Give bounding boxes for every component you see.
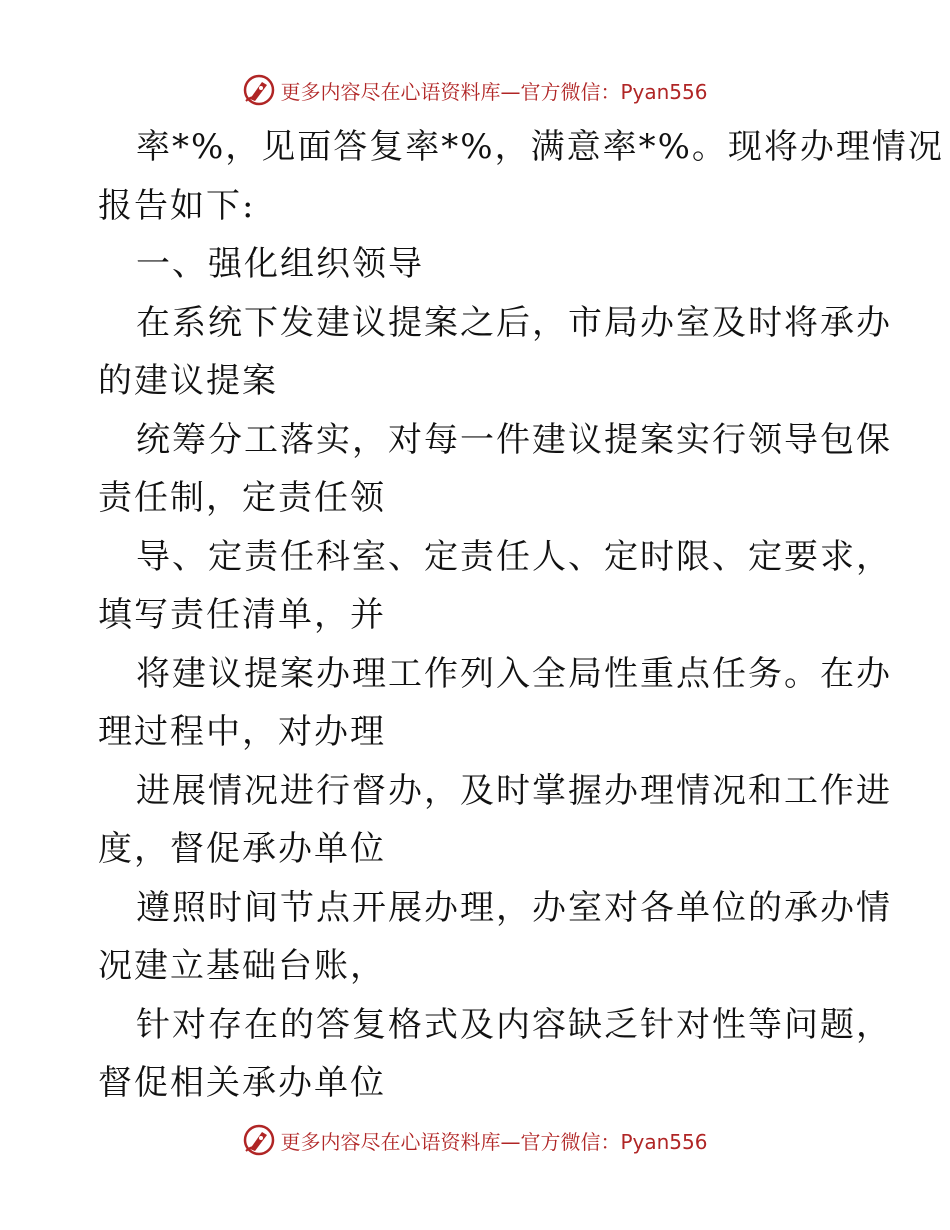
body-line: 导、定责任科室、定责任人、定时限、定要求，: [136, 536, 892, 577]
body-line: 进展情况进行督办，及时掌握办理情况和工作进: [136, 770, 892, 811]
body-line: 理过程中，对办理: [98, 712, 386, 752]
footer-banner: [0, 1120, 950, 1160]
body-line: 针对存在的答复格式及内容缺乏针对性等问题，: [136, 1004, 892, 1045]
body-line: 将建议提案办理工作列入全局性重点任务。在办: [136, 653, 892, 694]
document-body: [98, 118, 944, 1113]
body-line: 的建议提案: [98, 361, 278, 401]
body-line: 度，督促承办单位: [98, 829, 386, 869]
section-heading: 一、强化组织领导: [136, 244, 424, 284]
body-line: 责任制，定责任领: [98, 478, 386, 518]
body-line: 填写责任清单，并: [98, 595, 386, 635]
body-line: 在系统下发建议提案之后，市局办室及时将承办: [136, 302, 892, 343]
header-banner: [0, 70, 950, 110]
body-line: 率*%，见面答复率*%，满意率*%。现将办理情况: [136, 127, 944, 167]
pen-nib-logo-icon: [242, 1123, 276, 1157]
header-banner-text: 更多内容尽在心语资料库—官方微信：Pyan556: [280, 79, 708, 104]
footer-banner-text: 更多内容尽在心语资料库—官方微信：Pyan556: [280, 1129, 708, 1154]
body-line: 统筹分工落实，对每一件建议提案实行领导包保: [136, 419, 892, 460]
body-line: 督促相关承办单位: [98, 1063, 386, 1103]
body-line: 报告如下:: [98, 185, 256, 226]
pen-nib-logo-icon: [242, 73, 276, 107]
body-line: 况建立基础台账，: [98, 946, 386, 986]
body-line: 遵照时间节点开展办理，办室对各单位的承办情: [136, 887, 892, 928]
